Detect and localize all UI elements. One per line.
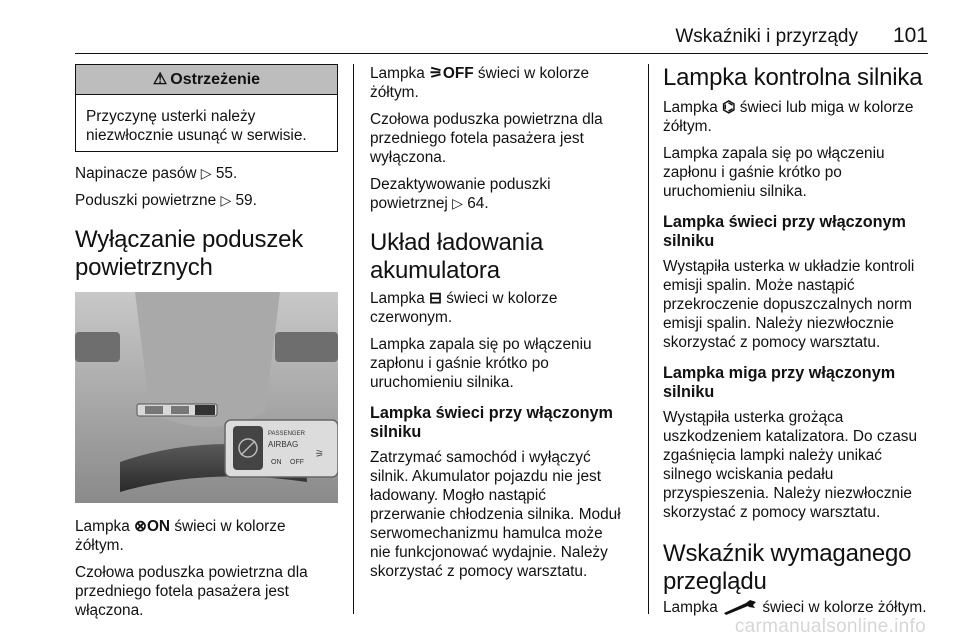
- service-lamp-text: Lampka świeci w kolorze żółtym.: [663, 599, 927, 616]
- page-ref-arrow-icon: ▷: [452, 195, 463, 211]
- column-divider: [648, 64, 649, 614]
- battery-lamp-text: Lampka ⊟ świeci w kolorze czerwonym.: [370, 290, 558, 326]
- section-heading-engine-lamp: Lampka kontrolna silnika: [663, 64, 923, 91]
- label-airbag: AIRBAG: [268, 440, 299, 449]
- warning-text-line: Przyczynę usterki należy: [86, 108, 256, 125]
- airbag-off-lamp-text: Lampka ⚞OFF świeci w kolorze żółtym.: [370, 65, 590, 101]
- column-divider: [353, 64, 354, 614]
- airbag-off-icon: ⚞: [429, 65, 443, 82]
- warning-header: [76, 65, 337, 95]
- airbag-indicator-photo: [75, 292, 338, 503]
- subheading-lamp-on: Lampka świeci przy włączonym silniku: [663, 213, 906, 250]
- warning-title: Ostrzeżenie: [170, 71, 261, 88]
- engine-icon: ⌬: [722, 99, 736, 116]
- link-page-64[interactable]: 64.: [467, 195, 489, 212]
- warning-text-line: niezwłocznie usunąć w serwisie.: [86, 127, 307, 144]
- link-page-55[interactable]: 55.: [215, 165, 238, 182]
- section-heading-airbag-deactivation: Wyłączanie poduszek powietrznych: [75, 226, 304, 281]
- airbag-on-description: Czołowa poduszka powietrzna dla przedniego fotela pasażera jest włączona.: [75, 564, 308, 619]
- page-ref-arrow-icon: ▷: [200, 165, 212, 181]
- label-on: ON: [271, 459, 282, 466]
- section-heading-service-indicator: Wskaźnik wymaganego przeglądu: [663, 540, 912, 595]
- label-passenger: PASSENGER: [268, 431, 305, 437]
- label-off: OFF: [290, 459, 304, 466]
- wrench-icon: [722, 599, 758, 615]
- page-ref-arrow-icon: ▷: [220, 192, 232, 208]
- battery-lamp-description: Lampka zapala się po włączeniu zapłonu i gaśnie krótko po uruchomieniu silnika.: [370, 336, 592, 391]
- reference-airbags: Poduszki powietrzne ▷ 59.: [75, 192, 257, 209]
- page-header: [75, 22, 928, 54]
- warning-box: [75, 64, 338, 152]
- airbag-on-icon: ⊗: [134, 518, 147, 535]
- airbag-on-lamp-text: Lampka ⊗ON świeci w kolorze żółtym.: [75, 518, 286, 554]
- battery-icon: ⊟: [429, 290, 442, 307]
- column-2: [370, 64, 635, 589]
- battery-warning-instructions: Zatrzymać samochód i wyłączyć silnik. Akumulator pojazdu nie jest ładowany. Mogło nastąpić przerwanie chłodzenia silnika. Moduł serwomechanizmu hamulca może nie funkcjonować wydajnie. Należy skorzystać z pomocy warsztatu.: [370, 449, 621, 580]
- subheading-lamp-on-engine-running: Lampka świeci przy włączonym silniku: [370, 404, 613, 441]
- airbag-off-icon: ⚞: [315, 449, 324, 460]
- emission-fault-text: Wystąpiła usterka w układzie kontroli emisji spalin. Może nastąpić przekroczenie dopuszczalnych norm emisji spalin. Należy niezwłocznie skorzystać z pomocy warsztatu.: [663, 258, 915, 351]
- watermark: carmanualsonline.info: [734, 616, 926, 637]
- header-title: Wskaźniki i przyrządy: [675, 26, 858, 47]
- warning-body: [76, 95, 337, 151]
- engine-lamp-description: Lampka zapala się po włączeniu zapłonu i gaśnie krótko po uruchomieniu silnika.: [663, 145, 885, 200]
- airbag-off-description: Czołowa poduszka powietrzna dla przedniego fotela pasażera jest wyłączona.: [370, 111, 603, 166]
- column-1: [75, 64, 338, 628]
- column-3: [663, 64, 933, 625]
- page-number: 101: [892, 24, 928, 47]
- reference-airbag-deactivation: Dezaktywowanie poduszki powietrznej ▷ 64.: [370, 176, 551, 212]
- warning-triangle-icon: ⚠: [152, 71, 168, 88]
- reference-seat-belt-tensioners: Napinacze pasów ▷ 55.: [75, 165, 238, 182]
- header-rule: [75, 53, 928, 54]
- link-page-59[interactable]: 59.: [235, 192, 257, 209]
- engine-lamp-text: Lampka ⌬ świeci lub miga w kolorze żółtym.: [663, 99, 914, 135]
- subheading-lamp-flashes: Lampka miga przy włączonym silniku: [663, 364, 896, 401]
- section-heading-charging-system: Układ ładowania akumulatora: [370, 229, 544, 284]
- catalyst-fault-text: Wystąpiła usterka grożąca uszkodzeniem katalizatora. Do czasu zgaśnięcia lampki należy unikać silnego wciskania pedału przyspieszenia. Należy niezwłocznie skorzystać z pomocy warsztatu.: [663, 409, 918, 521]
